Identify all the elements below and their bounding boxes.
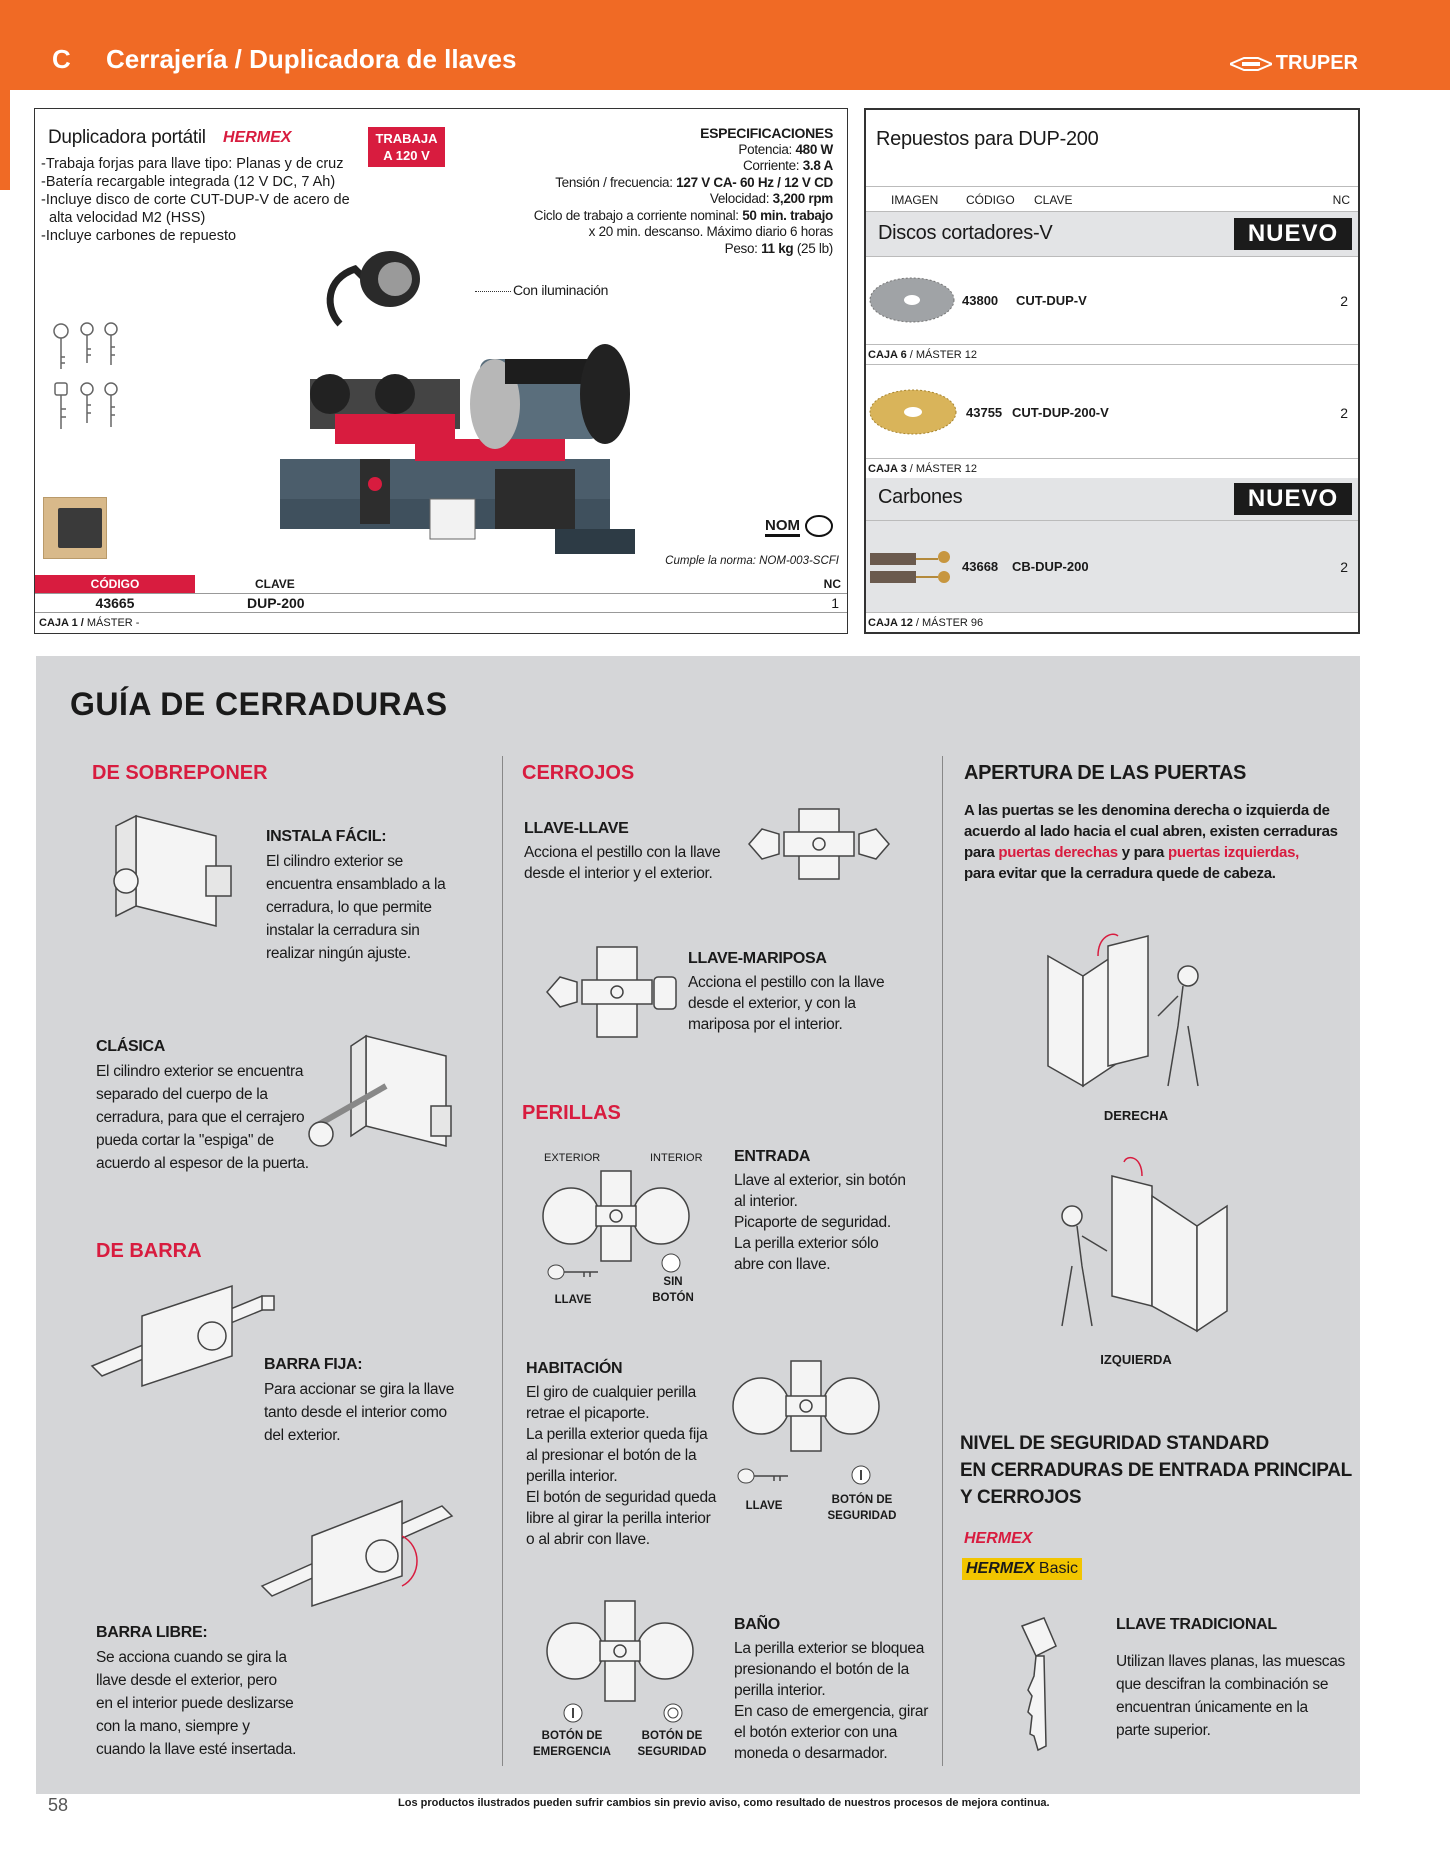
column-divider — [942, 756, 943, 1766]
product-code: 43665 — [95, 594, 135, 611]
free-bar-lock-illustration — [252, 1486, 462, 1626]
guide-title: GUÍA DE CERRADURAS — [70, 686, 448, 722]
part-row — [866, 364, 1358, 458]
new-badge: NUEVO — [1234, 218, 1352, 250]
page-header — [0, 0, 1450, 90]
lock-guide-panel — [36, 656, 1360, 1794]
page-number: 58 — [48, 1795, 69, 1815]
emergency-button-icon — [562, 1702, 584, 1724]
part-row — [866, 256, 1358, 344]
knob-room-illustration — [726, 1356, 886, 1456]
section-title: Carbones — [878, 486, 963, 508]
col-nc: NC — [823, 576, 841, 591]
spec-row: Potencia: 480 W — [738, 141, 833, 157]
part-code: 43800 — [962, 293, 999, 308]
classic-lock-illustration — [306, 1026, 466, 1166]
label-sin-boton: SIN BOTÓN — [652, 1276, 694, 1304]
traditional-key-illustration — [1014, 1616, 1064, 1756]
hermex-logo: HERMEX — [964, 1530, 1033, 1547]
packaging-info: CAJA 1 / MÁSTER - — [39, 617, 140, 629]
part-nc: 2 — [1340, 293, 1348, 309]
feature-item: -Incluye disco de corte CUT-DUP-V de acero de alta velocidad M2 (HSS) — [41, 192, 350, 226]
disclaimer: Los productos ilustrados pueden sufrir cambios sin previo aviso, como resultado de nuestros procesos de mejora continua. — [398, 1797, 1050, 1809]
cutting-disc-image — [868, 275, 956, 325]
norm-text: Cumple la norma: NOM-003-SCFI — [665, 555, 839, 567]
label-boton-emergencia: BOTÓN DE EMERGENCIA — [533, 1730, 611, 1758]
label-boton-seguridad: BOTÓN DE SEGURIDAD — [827, 1494, 897, 1522]
entrada-title: ENTRADA — [734, 1148, 811, 1165]
packaging-info: CAJA 6 / MÁSTER 12 — [866, 344, 1358, 364]
left-door-illustration — [1032, 1156, 1232, 1336]
parts-column-headers — [866, 186, 1358, 212]
nom-logo: NOM — [765, 514, 834, 538]
barra-libre-title: BARRA LIBRE: — [96, 1624, 208, 1641]
col-key: CLAVE — [255, 576, 295, 591]
security-button-icon — [662, 1702, 684, 1724]
barra-libre-text: Se acciona cuando se gira la llave desde el exterior, pero en el interior puede deslizarse con la mano, siempre y cuando la llave esté insertada. — [96, 1649, 297, 1758]
col-code: CÓDIGO — [966, 193, 1015, 207]
col-code: CÓDIGO — [35, 575, 195, 593]
label-llave: LLAVE — [745, 1500, 783, 1512]
no-button-circle-icon — [660, 1252, 682, 1274]
side-tab — [0, 90, 10, 190]
section-discs — [866, 212, 1358, 256]
parts-title: Repuestos para DUP-200 — [876, 128, 1099, 150]
security-level-heading: NIVEL DE SEGURIDAD STANDARD EN CERRADURAS DE ENTRADA PRINCIPAL Y CERROJOS — [960, 1433, 1352, 1508]
section-letter: C — [52, 44, 71, 74]
part-row — [866, 520, 1358, 612]
brand-logo — [1230, 52, 1358, 75]
spec-row: Ciclo de trabajo a corriente nominal: 50 min. trabajo — [533, 207, 833, 223]
llave-tradicional-title: LLAVE TRADICIONAL — [1116, 1616, 1277, 1633]
key-blanks-illustration — [49, 319, 129, 439]
deadbolt-key-thumbturn-illustration — [542, 942, 692, 1042]
deadbolt-key-key-illustration — [744, 804, 894, 884]
llave-mariposa-text: Acciona el pestillo con la llave desde el exterior, y con la mariposa por el interior. — [688, 974, 885, 1033]
clasica-text: El cilindro exterior se encuentra separado del cuerpo de la cerradura, para que el cerrajero pueda cortar la "espiga" de acuerdo al espesor de la puerta. — [96, 1063, 309, 1172]
part-nc: 2 — [1340, 559, 1348, 575]
part-code: 43668 — [962, 559, 999, 574]
spec-row: Peso: 11 kg (25 lb) — [724, 240, 833, 256]
link-left-doors: puertas izquierdas, — [1167, 844, 1299, 861]
heading-sobreponer: DE SOBREPONER — [92, 762, 268, 784]
spec-row: Tensión / frecuencia: 127 V CA- 60 Hz / 12 V CD — [555, 174, 833, 190]
part-key: CUT-DUP-200-V — [1012, 405, 1109, 420]
cutting-disc-gold-image — [868, 387, 958, 437]
product-key: DUP-200 — [247, 594, 305, 611]
knob-entry-illustration — [536, 1166, 696, 1266]
right-door-illustration — [1038, 916, 1238, 1096]
hermex-basic-logo: HERMEX Basic — [962, 1558, 1082, 1580]
key-icon — [736, 1466, 792, 1486]
key-icon — [546, 1262, 602, 1282]
feature-item: -Incluye carbones de repuesto — [41, 228, 237, 244]
label-llave: LLAVE — [554, 1294, 592, 1306]
security-button-icon — [850, 1464, 872, 1486]
callout-line — [475, 291, 511, 292]
brand-name: TRUPER — [1275, 52, 1358, 74]
llave-llave-text: Acciona el pestillo con la llave desde el interior y el exterior. — [524, 844, 721, 882]
product-code-table — [35, 575, 847, 613]
badge-line2: A 120 V — [383, 148, 430, 163]
knob-bathroom-illustration — [540, 1596, 700, 1706]
product-name: Duplicadora portátil — [48, 127, 206, 148]
label-interior: INTERIOR — [650, 1152, 703, 1164]
label-derecha: DERECHA — [1103, 1108, 1169, 1123]
habitacion-text: El giro de cualquier perilla retrae el picaporte. La perilla exterior queda fija al presionar el botón de la perilla interior. El botón de seguridad queda libre al girar la perilla interior o al abrir con llave. — [526, 1384, 717, 1548]
part-nc: 2 — [1340, 405, 1348, 421]
spare-parts-card — [864, 108, 1360, 634]
badge-line1: TRABAJA — [375, 131, 438, 146]
label-exterior: EXTERIOR — [544, 1152, 601, 1164]
heading-perillas: PERILLAS — [522, 1102, 621, 1124]
col-key: CLAVE — [1034, 193, 1073, 207]
part-key: CB-DUP-200 — [1012, 559, 1089, 574]
feature-item: -Batería recargable integrada (12 V DC, 7 Ah) — [41, 174, 336, 190]
specs-title: ESPECIFICACIONES — [700, 125, 833, 141]
col-image: IMAGEN — [891, 193, 939, 207]
rim-lock-illustration — [96, 806, 246, 946]
part-code: 43755 — [966, 405, 1003, 420]
feature-item: -Trabaja forjas para llave tipo: Planas y de cruz — [41, 156, 344, 172]
apertura-intro: A las puertas se les denomina derecha o izquierda de acuerdo al lado hacia el cual abren, existen cerraduras para puertas derechas y para puertas izquierdas, para evitar que la cerradura quede de cabeza. — [964, 802, 1338, 882]
spec-row: x 20 min. descanso. Máximo diario 6 horas — [588, 224, 833, 239]
col-nc: NC — [1332, 193, 1350, 207]
duplicator-machine-image — [245, 209, 705, 569]
illumination-label: Con iluminación — [513, 282, 609, 298]
product-package-image — [43, 497, 107, 559]
ance-logo-icon — [804, 514, 834, 538]
packaging-info: CAJA 12 / MÁSTER 96 — [866, 612, 1358, 632]
spec-row: Corriente: 3.8 A — [742, 158, 833, 173]
truper-wing-icon — [1230, 56, 1272, 72]
llave-tradicional-text: Utilizan llaves planas, las muescas que descifran la combinación se encuentran únicamente en la parte superior. — [1116, 1653, 1345, 1739]
fixed-bar-lock-illustration — [82, 1276, 282, 1406]
bano-text: La perilla exterior se bloquea presionando el botón de la perilla interior. En caso de emergencia, girar el botón exterior con una moneda o desarmador. — [734, 1640, 929, 1762]
heading-apertura: APERTURA DE LAS PUERTAS — [964, 762, 1247, 784]
link-right-doors: puertas derechas — [998, 844, 1118, 861]
bano-title: BAÑO — [734, 1616, 780, 1633]
voltage-badge — [368, 127, 445, 167]
product-card — [34, 108, 848, 634]
spec-row: Velocidad: 3,200 rpm — [709, 191, 833, 206]
section-carbons — [866, 478, 1358, 520]
heading-cerrojos: CERROJOS — [522, 762, 635, 784]
label-boton-seguridad: BOTÓN DE SEGURIDAD — [637, 1730, 707, 1758]
heading-barra: DE BARRA — [96, 1240, 202, 1262]
page-title: Cerrajería / Duplicadora de llaves — [106, 44, 517, 74]
product-nc: 1 — [831, 594, 839, 611]
label-izquierda: IZQUIERDA — [1100, 1352, 1172, 1367]
packaging-info: CAJA 3 / MÁSTER 12 — [866, 458, 1358, 478]
carbon-brushes-image — [868, 549, 958, 589]
barra-fija-text: Para accionar se gira la llave tanto desde el interior como del exterior. — [264, 1381, 455, 1444]
entrada-text: Llave al exterior, sin botón al interior. Picaporte de seguridad. La perilla exterior sólo abre con llave. — [734, 1172, 906, 1273]
clasica-title: CLÁSICA — [96, 1038, 166, 1055]
column-divider — [502, 756, 503, 1766]
product-brand: HERMEX — [223, 129, 292, 146]
barra-fija-title: BARRA FIJA: — [264, 1356, 363, 1373]
section-title: Discos cortadores-V — [878, 222, 1053, 244]
habitacion-title: HABITACIÓN — [526, 1360, 623, 1377]
part-key: CUT-DUP-V — [1016, 293, 1087, 308]
llave-llave-title: LLAVE-LLAVE — [524, 820, 629, 837]
llave-mariposa-title: LLAVE-MARIPOSA — [688, 950, 827, 967]
new-badge: NUEVO — [1234, 483, 1352, 515]
instala-title: INSTALA FÁCIL: — [266, 828, 387, 845]
instala-text: El cilindro exterior se encuentra ensamblado a la cerradura, lo que permite instalar la cerradura sin realizar ningún ajuste. — [266, 853, 446, 962]
